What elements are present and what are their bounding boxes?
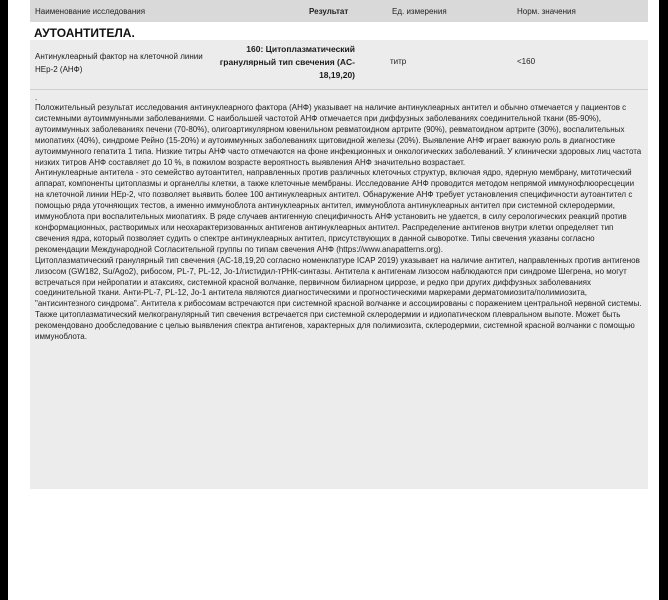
column-header-test-name: Наименование исследования bbox=[35, 7, 146, 16]
column-header-unit: Ед. измерения bbox=[392, 7, 447, 16]
section-title: АУТОАНТИТЕЛА. bbox=[34, 26, 135, 40]
comment-paragraph: Цитоплазматический гранулярный тип свечения (AC-18,19,20 согласно номенклатуре ICAP 2019) указывает на наличие антител, направленных против антигенов лизосом (GW182, Su/Ago2), рибосом, PL-7, PL-12, Jo-1/гистидил-тРНК-синтазы. Антитела к антигенам лизосом наблюдаются при синдроме Шегрена, но могут встречаться при нейропатии и атаксиях, системной красной волчанке, первичном билиарном циррозе, и редко при других диффузных заболеваниях соединительной ткани. Анти-PL-7, PL-12, Jo-1 антитела являются диагностическими и прогностическими маркерами дерматомиозита/полимиозита, "антисинтезного синдрома". Антитела к рибосомам встречаются при системной красной волчанке и ассоциированы с поражением центральной нервной системы. Также цитоплазматический мелкогранулярный тип свечения встречается при системной склеродермии и идиопатическом плевральном выпоте. Может быть рекомендовано дообследование с целью выявления спектра антигенов, характерных для полимиозита, склеродермии, системной красной волчанки с помощью иммуноблота. bbox=[35, 255, 642, 342]
test-name: Антинуклеарный фактор на клеточной линии HEp-2 (АНФ) bbox=[35, 52, 203, 74]
test-result: 160: Цитоплазматический гранулярный тип свечения (AC-18,19,20) bbox=[219, 44, 355, 80]
column-header-result: Результат bbox=[309, 7, 349, 16]
column-header-reference: Норм. значения bbox=[517, 7, 576, 16]
comment-dot: . bbox=[35, 93, 38, 102]
report-page bbox=[8, 0, 659, 600]
comment-paragraph: Антинуклеарные антитела - это семейство аутоантител, направленных против различных клеточных структур, включая ядро, ядерную мембрану, митотический аппарат, компоненты цитоплазмы и органеллы клетки, а также клеточные мембраны. Исследование АНФ проводится методом непрямой иммунофлюоресцеции на клеточной линии HEp-2, что позволяет выявить более 100 антинуклеарных антител. Обнаружение АНФ требует установления специфичности аутоантител с помощью ряда уточняющих тестов, а именно иммуноблота антинуклеарных антител, иммуноблота антинуклеарных антител при системной склеродермии, иммуноблота при воспалительных миопатиях. В ряде случаев антигенную специфичность АНФ установить не удается, в силу серологических реакций против конформационных, растворимых или неохарактеризованных антигенов антинуклеарных антител. Распределение антигенов внутри клетки определяет тип свечения ядра, который позволяет судить о спектре антинуклеарных антител, присутствующих в данной сыворотке. Типы свечения указаны согласно рекомендации Международной Согласительной группы по типам свечения АНФ (https://www.anapatterns.org). bbox=[35, 168, 635, 254]
test-unit: титр bbox=[390, 57, 407, 66]
result-comment bbox=[30, 90, 648, 489]
reference-value: <160 bbox=[517, 57, 536, 66]
report-content bbox=[30, 0, 648, 489]
comment-paragraph: Положительный результат исследования антинуклеарного фактора (АНФ) указывает на наличие антинуклеарных антител и обычно отмечается у пациентов с системными аутоиммунными заболеваниями. С наибольшей частотой АНФ отмечается при диффузных заболеваниях соединительной ткани (85-90%), аутоиммунных заболеваниях печени (70-80%), олигоартикулярном ювенильном ревматоидном артрите (90%), ревматоидном артрите (30%), воспалительных миопатиях (40%), синдроме Рейно (15-20%) и аутоиммунных заболеваниях щитовидной железы (20%). Выявление АНФ играет важную роль в диагностике аутоиммунного гепатита 1 типа. Низкие титры АНФ часто отмечаются на фоне инфекционных и онкологических заболеваний. У клинически здоровых лиц частота низких титров АНФ составляет до 10 %, в пожилом возрасте вероятность выявления АНФ значительно возрастает. bbox=[35, 103, 642, 167]
table-header bbox=[30, 0, 648, 22]
table-row bbox=[30, 40, 648, 90]
